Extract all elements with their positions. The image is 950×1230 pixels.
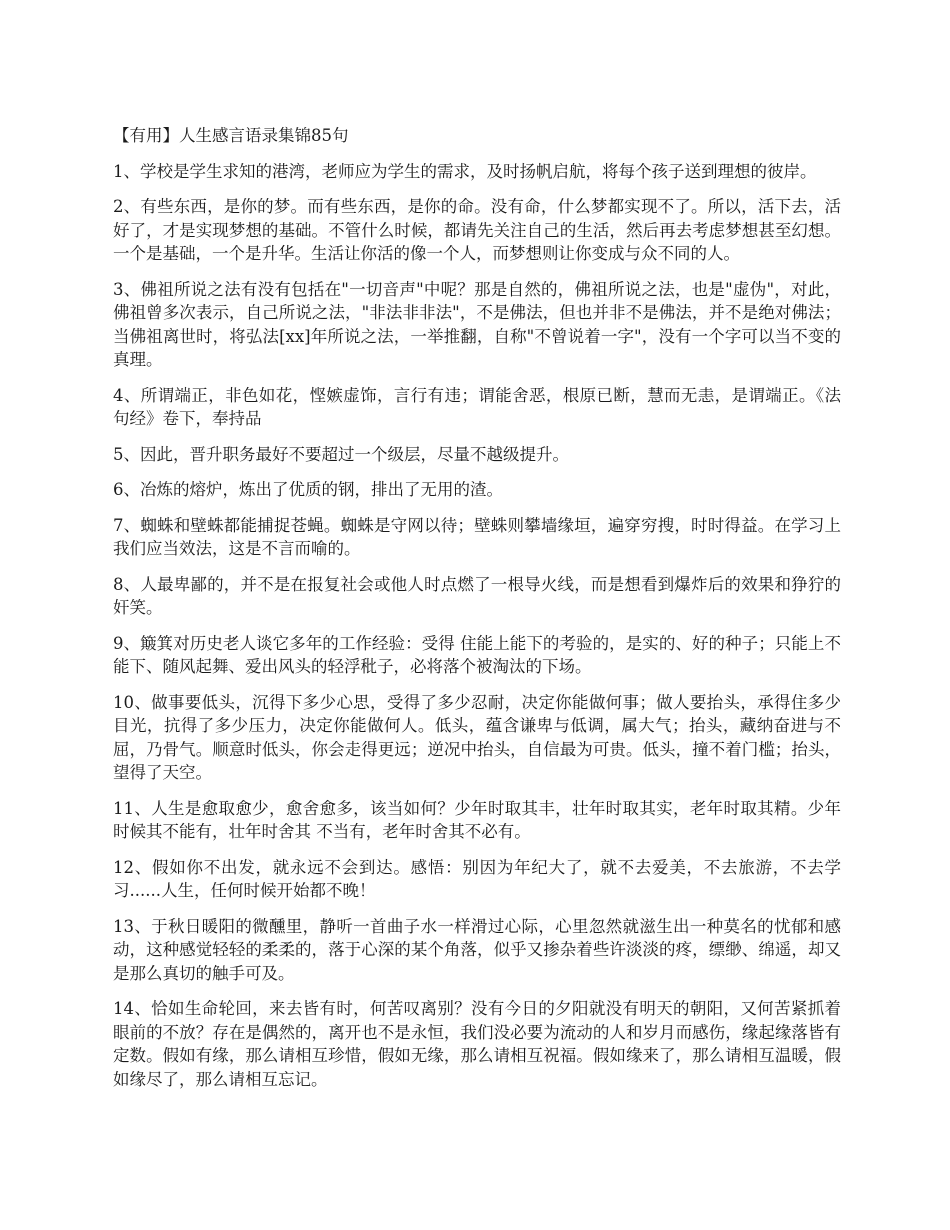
quote-paragraph: 7、蜘蛛和壁蛛都能捕捉苍蝇。蜘蛛是守网以待；壁蛛则攀墙缘垣，遍穿穷搜，时时得益。在学习上我们应当效法，这是不言而喻的。 bbox=[113, 515, 841, 558]
quote-paragraph: 13、于秋日暖阳的微醺里，静听一首曲子水一样滑过心际，心里忽然就滋生出一种莫名的忧郁和感动，这种感觉轻轻的柔柔的，落于心深的某个角落，似乎又掺杂着些许淡淡的疼，缥缈、绵遥，却又是那么真切的触手可及。 bbox=[113, 916, 841, 983]
quote-paragraph: 9、簸箕对历史老人谈它多年的工作经验：受得 住能上能下的考验的，是实的、好的种子；只能上不能下、随风起舞、爱出风头的轻浮秕子，必将落个被淘汰的下场。 bbox=[113, 633, 841, 676]
quote-paragraph: 6、冶炼的熔炉，炼出了优质的钢，排出了无用的渣。 bbox=[113, 480, 503, 499]
quote-paragraph: 10、做事要低头，沉得下多少心思，受得了多少忍耐，决定你能做何事；做人要抬头，承得住多少目光，抗得了多少压力，决定你能做何人。低头，蕴含谦卑与低调，属大气；抬头，藏纳奋进与不屈，乃骨气。顺意时低头，你会走得更远；逆况中抬头，自信最为可贵。低头，撞不着门槛；抬头，望得了天空。 bbox=[113, 692, 841, 782]
quote-paragraph: 2、有些东西，是你的梦。而有些东西，是你的命。没有命，什么梦都实现不了。所以，活下去，活好了，才是实现梦想的基础。不管什么时候，都请先关注自己的生活，然后再去考虑梦想甚至幻想。一个是基础，一个是升华。生活让你活的像一个人，而梦想则让你变成与众不同的人。 bbox=[113, 197, 841, 263]
quote-paragraph: 5、因此，晋升职务最好不要超过一个级层，尽量不越级提升。 bbox=[113, 444, 569, 464]
quote-paragraph: 1、学校是学生求知的港湾，老师应为学生的需求，及时扬帆启航，将每个孩子送到理想的彼岸。 bbox=[113, 161, 817, 181]
document-page bbox=[113, 124, 841, 1103]
quote-paragraph: 11、人生是愈取愈少，愈舍愈多，该当如何？少年时取其丰，壮年时取其实，老年时取其精。少年时候其不能有，壮年时舍其 不当有，老年时舍其不必有。 bbox=[113, 798, 841, 841]
quote-paragraph: 3、佛祖所说之法有没有包括在"一切音声"中呢？那是自然的，佛祖所说之法，也是"虚伪"，对此，佛祖曾多次表示，自己所说之法，"非法非非法"，不是佛法，但也并非不是佛法，并不是绝对佛法；当佛祖离世时，将弘法[xx]年所说之法，一举推翻，自称"不曾说着一字"，没有一个字可以当不变的真理。 bbox=[113, 279, 841, 369]
quote-paragraph: 8、人最卑鄙的，并不是在报复社会或他人时点燃了一根导火线，而是想看到爆炸后的效果和狰狞的奸笑。 bbox=[113, 574, 841, 617]
document-title: 【有用】人生感言语录集锦85句 bbox=[113, 126, 349, 145]
quote-paragraph: 4、所谓端正，非色如花，悭嫉虚饰，言行有违；谓能舍恶，根原已断，慧而无恚，是谓端正。《法句经》卷下，奉持品 bbox=[113, 385, 841, 428]
quote-paragraph: 12、假如你不出发，就永远不会到达。感悟：别因为年纪大了，就不去爱美，不去旅游，不去学习......人生，任何时候开始都不晚！ bbox=[113, 857, 841, 900]
quote-paragraph: 14、恰如生命轮回，来去皆有时，何苦叹离别？没有今日的夕阳就没有明天的朝阳，又何苦紧抓着眼前的不放？存在是偶然的，离开也不是永恒，我们没必要为流动的人和岁月而感伤，缘起缘落皆有定数。假如有缘，那么请相互珍惜，假如无缘，那么请相互祝福。假如缘来了，那么请相互温暖，假如缘尽了，那么请相互忘记。 bbox=[113, 999, 841, 1089]
